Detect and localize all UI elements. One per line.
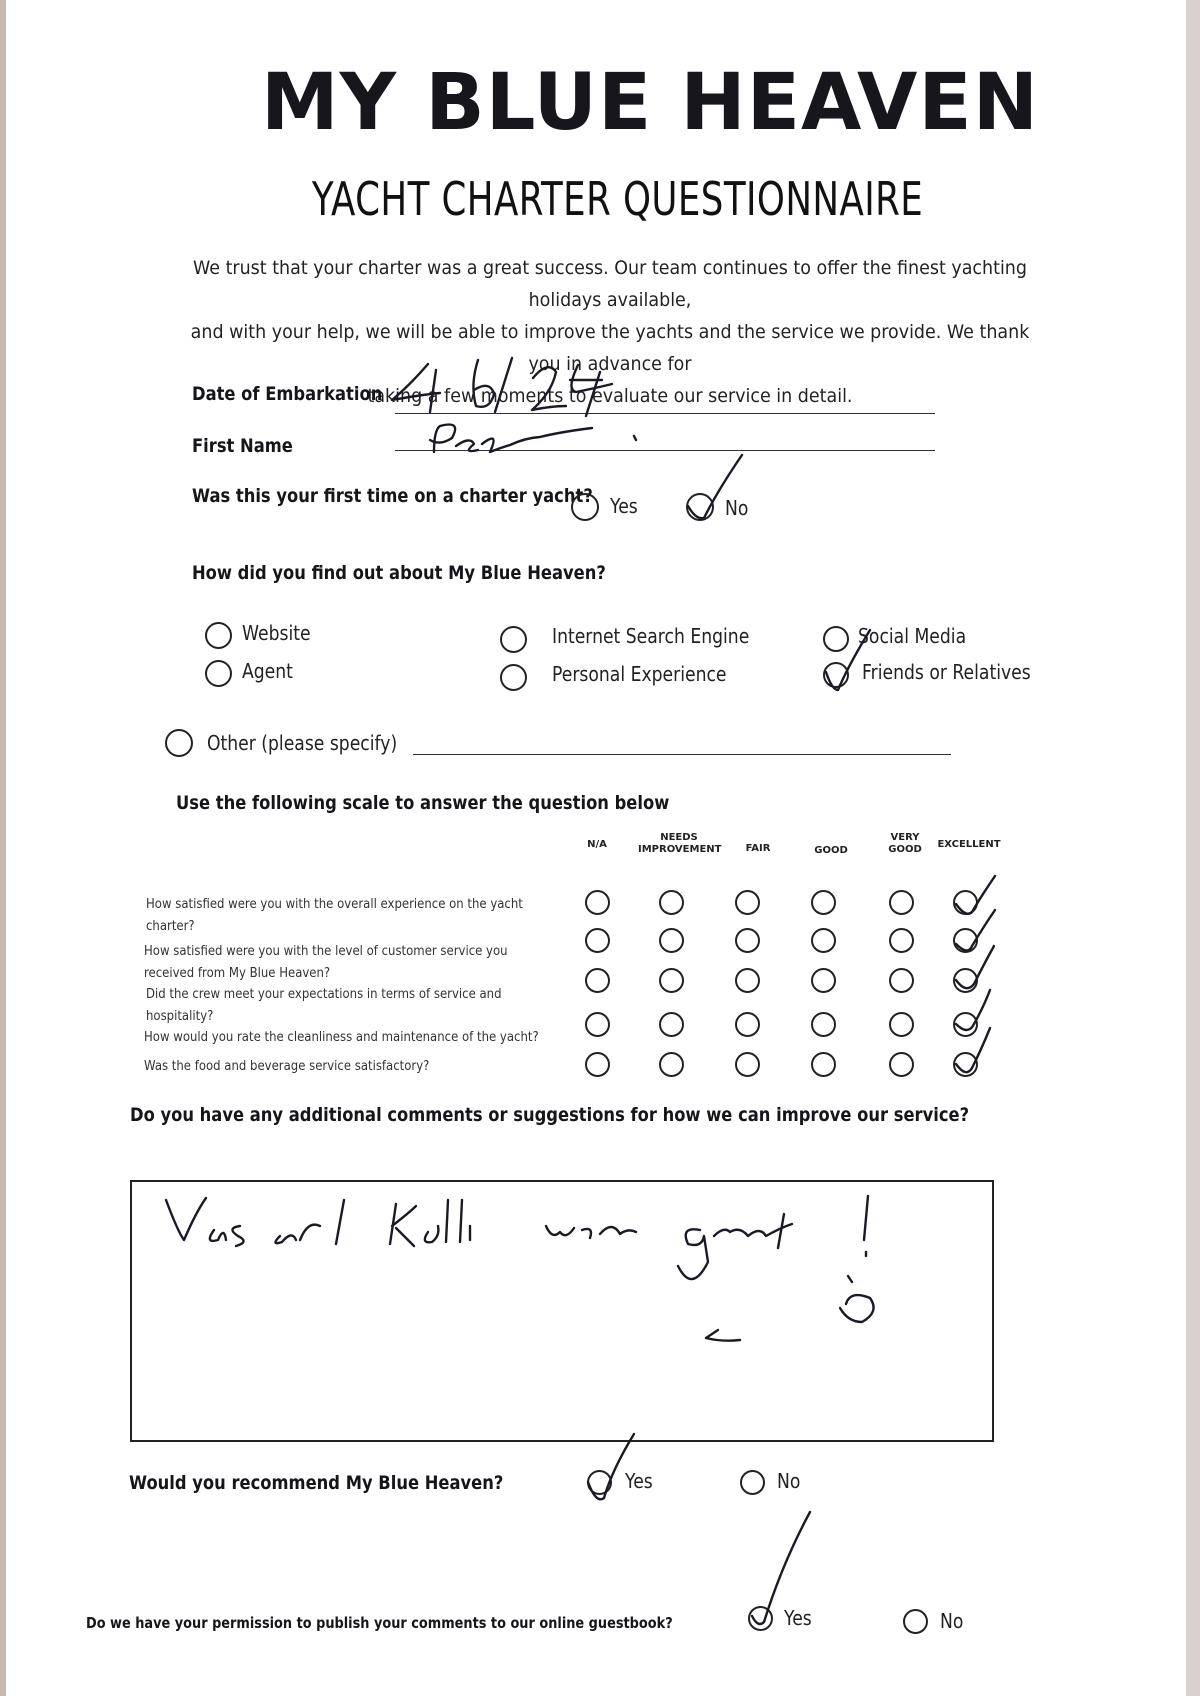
- recommend-question: Would you recommend My Blue Heaven?: [129, 1472, 504, 1494]
- rating-q5-very-good-radio[interactable]: [889, 1052, 914, 1077]
- rating-q3-good-radio[interactable]: [811, 968, 836, 993]
- question-4-text: How would you rate the cleanliness and maintenance of the yacht?: [144, 1030, 539, 1045]
- col-header-good: GOOD: [814, 845, 848, 856]
- rating-q4-excellent-radio[interactable]: [953, 1012, 978, 1037]
- rating-q1-fair-radio[interactable]: [735, 890, 760, 915]
- source-search-engine-label: Internet Search Engine: [552, 624, 750, 648]
- col-header-fair: FAIR: [745, 843, 771, 854]
- guestbook-yes-label: Yes: [784, 1606, 812, 1630]
- source-personal-label: Personal Experience: [552, 662, 727, 686]
- recommend-yes-radio[interactable]: [587, 1470, 612, 1495]
- brand-title: MY BLUE HEAVEN: [261, 58, 1039, 148]
- rating-q4-fair-radio[interactable]: [735, 1012, 760, 1037]
- question-1-text: How satisfied were you with the overall experience on the yacht charter?: [146, 897, 523, 934]
- rating-q3-very-good-radio[interactable]: [889, 968, 914, 993]
- rating-q2-needs-improvement-radio[interactable]: [659, 928, 684, 953]
- first-name-field[interactable]: [395, 450, 935, 451]
- comments-box[interactable]: [130, 1180, 994, 1442]
- source-social-radio[interactable]: [823, 626, 849, 652]
- rating-q3-excellent-radio[interactable]: [953, 968, 978, 993]
- recommend-yes-label: Yes: [625, 1469, 653, 1493]
- rating-q4-n-a-radio[interactable]: [585, 1012, 610, 1037]
- source-agent-radio[interactable]: [205, 660, 232, 687]
- rating-q3-n-a-radio[interactable]: [585, 968, 610, 993]
- question-2-text: How satisfied were you with the level of customer service you received from My Blue Heaven?: [144, 944, 508, 981]
- rating-q3-fair-radio[interactable]: [735, 968, 760, 993]
- question-3-text: Did the crew meet your expectations in terms of service and hospitality?: [146, 987, 502, 1024]
- first-time-question: Was this your first time on a charter yacht?: [192, 485, 593, 507]
- rating-q1-very-good-radio[interactable]: [889, 890, 914, 915]
- col-header-very-good: VERY GOOD: [888, 832, 922, 855]
- rating-q4-needs-improvement-radio[interactable]: [659, 1012, 684, 1037]
- source-other-radio[interactable]: [165, 729, 193, 757]
- rating-q1-n-a-radio[interactable]: [585, 890, 610, 915]
- rating-q1-excellent-radio[interactable]: [953, 890, 978, 915]
- source-question: How did you find out about My Blue Heaven?: [192, 562, 606, 584]
- first-time-no-radio[interactable]: [686, 493, 714, 521]
- source-personal-radio[interactable]: [500, 664, 527, 691]
- source-other-label: Other (please specify): [207, 731, 398, 755]
- first-time-yes-radio[interactable]: [571, 493, 599, 521]
- rating-q5-fair-radio[interactable]: [735, 1052, 760, 1077]
- source-other-field[interactable]: [413, 754, 951, 755]
- rating-q5-good-radio[interactable]: [811, 1052, 836, 1077]
- recommend-no-label: No: [777, 1469, 801, 1493]
- source-friends-radio[interactable]: [823, 662, 849, 688]
- intro-line-2: and with your help, we will be able to improve the yachts and the service we provide. We thank you in advance for: [190, 321, 1030, 375]
- rating-q2-excellent-radio[interactable]: [953, 928, 978, 953]
- paper-edge-right: [1186, 0, 1200, 1696]
- rating-q5-needs-improvement-radio[interactable]: [659, 1052, 684, 1077]
- date-field[interactable]: [395, 413, 935, 414]
- first-time-no-label: No: [725, 496, 749, 520]
- rating-q2-n-a-radio[interactable]: [585, 928, 610, 953]
- col-header-na: N/A: [587, 839, 607, 850]
- source-social-label: Social Media: [858, 624, 967, 648]
- rating-q2-good-radio[interactable]: [811, 928, 836, 953]
- comments-question: Do you have any additional comments or suggestions for how we can improve our service?: [130, 1104, 970, 1126]
- source-search-engine-radio[interactable]: [500, 626, 527, 653]
- guestbook-yes-radio[interactable]: [748, 1606, 773, 1631]
- intro-line-1: We trust that your charter was a great success. Our team continues to offer the finest yachting holidays available,: [192, 257, 1027, 311]
- first-time-yes-label: Yes: [610, 494, 638, 518]
- rating-q5-excellent-radio[interactable]: [953, 1052, 978, 1077]
- rating-q1-needs-improvement-radio[interactable]: [659, 890, 684, 915]
- rating-q2-fair-radio[interactable]: [735, 928, 760, 953]
- source-agent-label: Agent: [242, 659, 293, 683]
- question-5-text: Was the food and beverage service satisfactory?: [144, 1059, 430, 1074]
- rating-q3-needs-improvement-radio[interactable]: [659, 968, 684, 993]
- rating-q5-n-a-radio[interactable]: [585, 1052, 610, 1077]
- paper-edge-left: [0, 0, 6, 1696]
- source-website-radio[interactable]: [205, 622, 232, 649]
- intro-line-3: taking a few moments to evaluate our service in detail.: [367, 385, 853, 407]
- rating-q4-good-radio[interactable]: [811, 1012, 836, 1037]
- recommend-no-radio[interactable]: [740, 1470, 765, 1495]
- first-name-label: First Name: [192, 435, 293, 457]
- rating-q4-very-good-radio[interactable]: [889, 1012, 914, 1037]
- col-header-excellent: EXCELLENT: [937, 839, 1001, 850]
- scale-instruction: Use the following scale to answer the question below: [176, 792, 670, 814]
- date-label: Date of Embarkation: [192, 383, 383, 405]
- rating-q2-very-good-radio[interactable]: [889, 928, 914, 953]
- source-website-label: Website: [242, 621, 311, 645]
- guestbook-no-label: No: [940, 1609, 964, 1633]
- rating-q1-good-radio[interactable]: [811, 890, 836, 915]
- source-friends-label: Friends or Relatives: [862, 660, 1031, 684]
- col-header-needs-improvement: NEEDS IMPROVEMENT: [638, 832, 722, 855]
- guestbook-question: Do we have your permission to publish your comments to our online guestbook?: [86, 1614, 673, 1632]
- form-title: YACHT CHARTER QUESTIONNAIRE: [311, 172, 924, 226]
- guestbook-no-radio[interactable]: [903, 1609, 928, 1634]
- first-name-handwriting: [430, 425, 636, 453]
